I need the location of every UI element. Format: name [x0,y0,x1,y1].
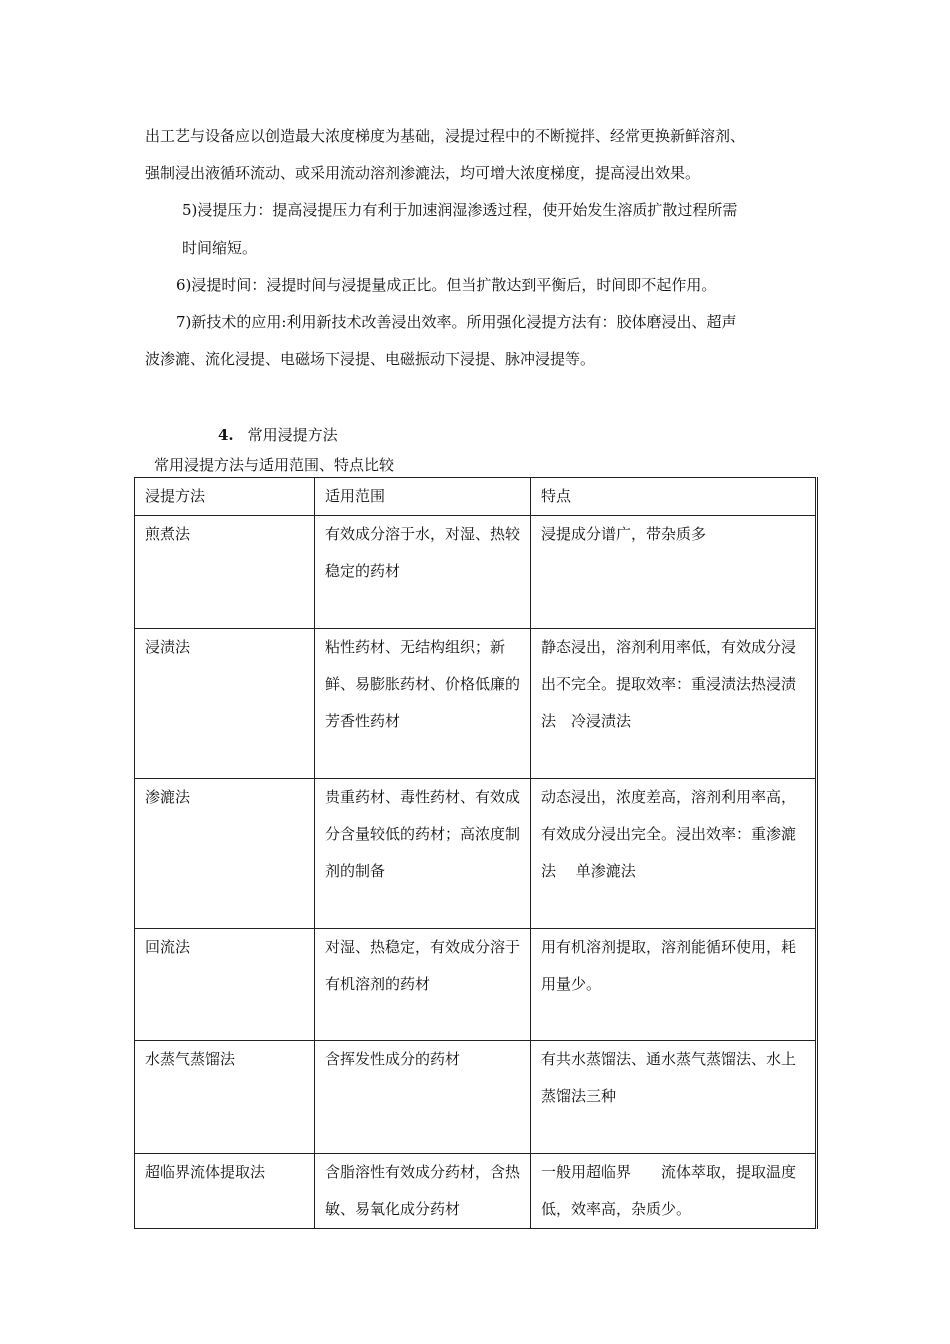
scope-cell: 含脂溶性有效成分药材，含热敏、易氧化成分药材 [315,1154,531,1229]
table-row [135,516,817,629]
section-title: 常用浸提方法 [247,426,338,444]
feature-cell: 浸提成分谱广，带杂质多 [531,516,817,629]
column-header: 浸提方法 [135,478,315,516]
section-heading [218,425,338,445]
feature-cell: 静态浸出，溶剂利用率低，有效成分浸出不完全。提取效率：重浸渍法热浸渍法 冷浸渍法 [531,629,817,779]
paragraph-line: 强制浸出液循环流动、或采用流动溶剂渗漉法，均可增大浓度梯度，提高浸出效果。 [145,164,701,182]
table-row [135,629,817,779]
paragraph-line: 7)新技术的应用:利用新技术改善浸出效率。所用强化浸提方法有：胶体磨浸出、超声 [176,313,737,331]
feature-cell: 动态浸出，浓度差高，溶剂利用率高，有效成分浸出完全。浸出效率：重渗漉法 单渗漉法 [531,779,817,929]
paragraph-line: 5)浸提压力：提高浸提压力有利于加速润湿渗透过程，使开始发生溶质扩散过程所需 [182,201,738,219]
method-cell: 超临界流体提取法 [135,1154,315,1229]
table-row [135,1041,817,1154]
paragraph-line: 出工艺与设备应以创造最大浓度梯度为基础，浸提过程中的不断搅拌、经常更换新鲜溶剂、 [145,127,746,145]
table-row [135,1154,817,1229]
column-header: 适用范围 [315,478,531,516]
method-cell: 渗漉法 [135,779,315,929]
scope-cell: 贵重药材、毒性药材、有效成分含量较低的药材；高浓度制剂的制备 [315,779,531,929]
method-cell: 浸渍法 [135,629,315,779]
table-caption: 常用浸提方法与适用范围、特点比较 [154,456,395,474]
column-header: 特点 [531,478,817,516]
comparison-table [134,477,818,1229]
table-header-row [135,478,817,516]
method-cell: 水蒸气蒸馏法 [135,1041,315,1154]
paragraph-line: 时间缩短。 [182,239,258,257]
method-cell: 煎煮法 [135,516,315,629]
scope-cell: 粘性药材、无结构组织；新鲜、易膨胀药材、价格低廉的芳香性药材 [315,629,531,779]
paragraph-line: 波渗漉、流化浸提、电磁场下浸提、电磁振动下浸提、脉冲浸提等。 [145,350,596,368]
feature-cell: 一般用超临界 流体萃取，提取温度低，效率高，杂质少。 [531,1154,817,1229]
table-row [135,779,817,929]
scope-cell: 含挥发性成分的药材 [315,1041,531,1154]
method-cell: 回流法 [135,929,315,1041]
scope-cell: 对湿、热稳定，有效成分溶于有机溶剂的药材 [315,929,531,1041]
scope-cell: 有效成分溶于水，对湿、热较稳定的药材 [315,516,531,629]
feature-cell: 用有机溶剂提取，溶剂能循环使用，耗用量少。 [531,929,817,1041]
table-row [135,929,817,1041]
feature-cell: 有共水蒸馏法、通水蒸气蒸馏法、水上蒸馏法三种 [531,1041,817,1154]
section-number: 4. [218,426,234,444]
paragraph-line: 6)浸提时间：浸提时间与浸提量成正比。但当扩散达到平衡后，时间即不起作用。 [176,276,717,294]
